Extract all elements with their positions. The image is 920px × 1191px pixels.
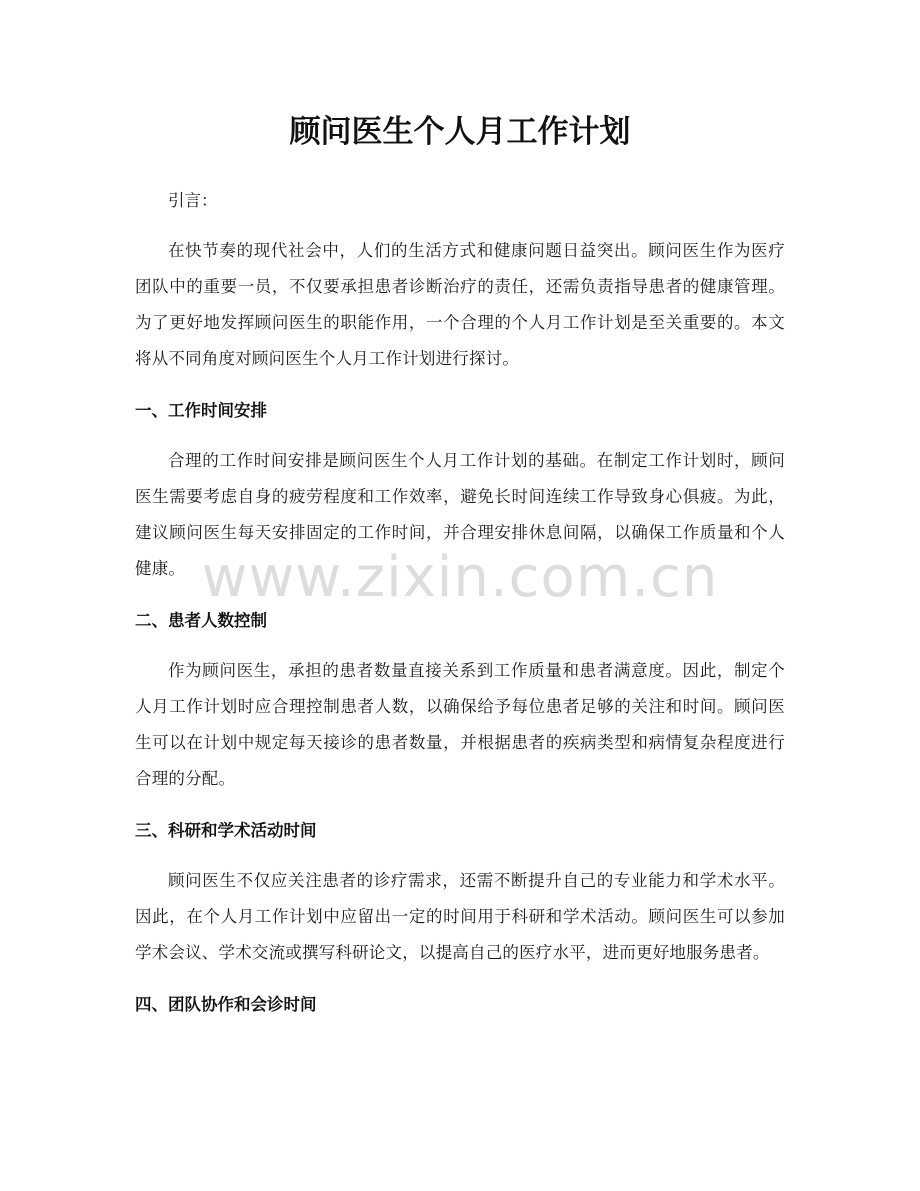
section-heading-4: 四、团队协作和会诊时间 (135, 995, 317, 1014)
watermark: www.zixin.com.cn (201, 545, 719, 610)
section-paragraph-2: 作为顾问医生，承担的患者数量直接关系到工作质量和患者满意度。因此，制定个人月工作计划时应合理控制患者人数，以确保给予每位患者足够的关注和时间。顾问医生可以在计划中规定每天接诊的患者数量，并根据患者的疾病类型和病情复杂程度进行合理的分配。 (135, 661, 785, 788)
section-paragraph-1: 合理的工作时间安排是顾问医生个人月工作计划的基础。在制定工作计划时，顾问医生需要考虑自身的疲劳程度和工作效率，避免长时间连续工作导致身心俱疲。为此，建议顾问医生每天安排固定的工作时间，并合理安排休息间隔，以确保工作质量和个人健康。 (135, 451, 785, 578)
intro-label: 引言： (168, 191, 218, 210)
section-heading-2: 二、患者人数控制 (135, 611, 267, 630)
document-title: 顾问医生个人月工作计划 (289, 114, 631, 150)
document-body (135, 183, 785, 1023)
section-heading-3: 三、科研和学术活动时间 (135, 821, 317, 840)
section-heading-1: 一、工作时间安排 (135, 401, 267, 420)
intro-paragraph: 在快节奏的现代社会中，人们的生活方式和健康问题日益突出。顾问医生作为医疗团队中的重要一员，不仅要承担患者诊断治疗的责任，还需负责指导患者的健康管理。为了更好地发挥顾问医生的职能作用，一个合理的个人月工作计划是至关重要的。本文将从不同角度对顾问医生个人月工作计划进行探讨。 (135, 241, 785, 368)
section-paragraph-3: 顾问医生不仅应关注患者的诊疗需求，还需不断提升自己的专业能力和学术水平。因此，在个人月工作计划中应留出一定的时间用于科研和学术活动。顾问医生可以参加学术会议、学术交流或撰写科研论文，以提高自己的医疗水平，进而更好地服务患者。 (135, 871, 785, 962)
